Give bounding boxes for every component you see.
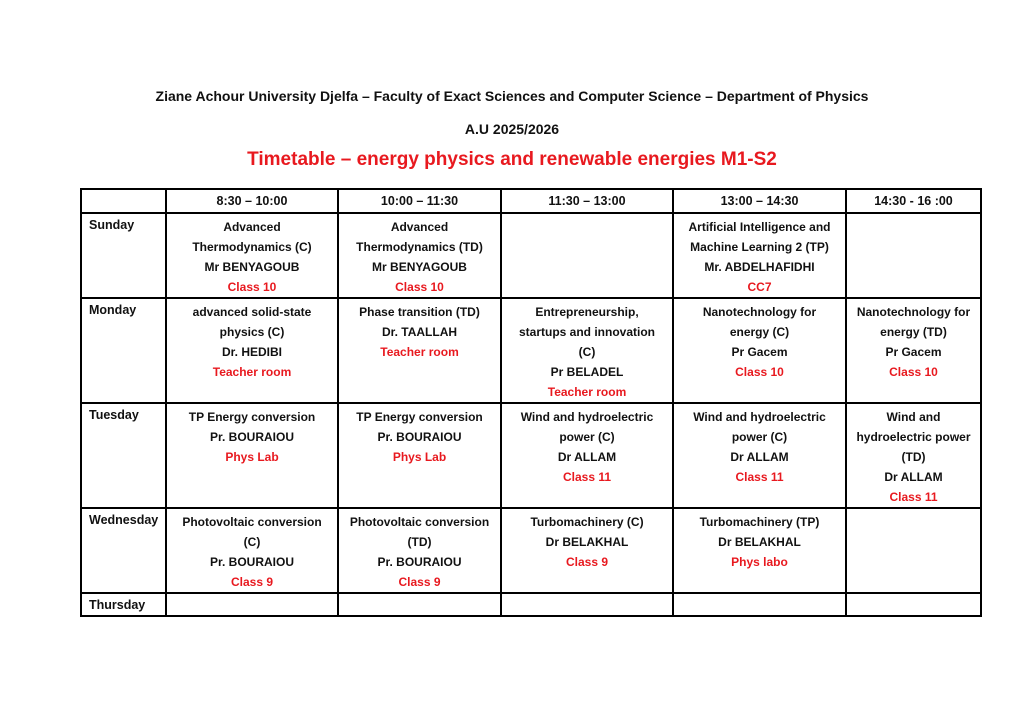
course-room-line: Class 11 (735, 470, 784, 484)
course-text-line: Phase transition (TD) (359, 305, 480, 319)
course-cell (166, 298, 338, 403)
institution-header: Ziane Achour University Djelfa – Faculty of Exact Sciences and Computer Science – Department of Physics (155, 88, 869, 104)
day-column-header (81, 189, 166, 213)
course-cell (501, 403, 673, 508)
course-cell (673, 593, 846, 616)
course-text-line: Thermodynamics (C) (192, 240, 312, 254)
course-text-line: (C) (578, 345, 596, 359)
course-text-line: (TD) (407, 535, 432, 549)
course-text-line: Dr. HEDIBI (221, 345, 282, 359)
timetable-body (81, 213, 981, 616)
course-text-line: Wind and hydroelectric (520, 410, 654, 424)
course-room-line: Phys Lab (225, 450, 279, 464)
course-text-line: Advanced (390, 220, 449, 234)
time-header-cell: 8:30 – 10:00 (166, 189, 338, 213)
course-text-line: Machine Learning 2 (TP) (690, 240, 829, 254)
academic-year: A.U 2025/2026 (464, 121, 560, 137)
course-cell (166, 213, 338, 298)
timetable-row (81, 213, 981, 298)
day-cell: Tuesday (81, 403, 166, 508)
course-cell (673, 508, 846, 593)
course-text-line: Pr. BOURAIOU (209, 430, 294, 444)
course-room-line: Class 9 (398, 575, 441, 589)
course-cell (166, 508, 338, 593)
course-text-line: energy (C) (729, 325, 790, 339)
course-cell (501, 298, 673, 403)
course-text-line: Pr Gacem (885, 345, 942, 359)
course-text-line: Dr BELAKHAL (718, 535, 801, 549)
course-text-line: Pr. BOURAIOU (377, 555, 462, 569)
course-cell (166, 403, 338, 508)
course-text-line: TP Energy conversion (356, 410, 483, 424)
course-text-line: Thermodynamics (TD) (356, 240, 483, 254)
course-text-line: Mr BENYAGOUB (372, 260, 467, 274)
course-text-line: Dr BELAKHAL (545, 535, 629, 549)
day-cell: Thursday (81, 593, 166, 616)
course-text-line: startups and innovation (518, 325, 655, 339)
course-text-line: Wind and hydroelectric (693, 410, 826, 424)
course-cell (846, 403, 981, 508)
timetable-row (81, 508, 981, 593)
day-cell: Wednesday (81, 508, 166, 593)
time-header-cell: 13:00 – 14:30 (673, 189, 846, 213)
course-cell (673, 298, 846, 403)
course-text-line: (C) (243, 535, 261, 549)
course-text-line: energy (TD) (880, 325, 947, 339)
course-text-line: Turbomachinery (C) (530, 515, 644, 529)
course-cell (338, 213, 501, 298)
timetable-row (81, 298, 981, 403)
course-text-line: power (C) (559, 430, 615, 444)
course-cell (673, 213, 846, 298)
course-room-line: Phys Lab (392, 450, 447, 464)
course-text-line: Pr Gacem (731, 345, 788, 359)
course-text-line: Wind and (886, 410, 941, 424)
course-cell (846, 508, 981, 593)
course-text-line: advanced solid-state (192, 305, 312, 319)
course-cell (846, 593, 981, 616)
course-text-line: Photovoltaic conversion (349, 515, 490, 529)
course-room-line: Teacher room (212, 365, 292, 379)
course-room-line: Teacher room (547, 385, 627, 399)
course-room-line: Class 11 (562, 470, 612, 484)
time-header-cell: 10:00 – 11:30 (338, 189, 501, 213)
timetable-table (80, 188, 982, 617)
course-room-line: CC7 (747, 280, 772, 294)
time-header-cell: 11:30 – 13:00 (501, 189, 673, 213)
course-text-line: Advanced (223, 220, 281, 234)
course-cell (846, 298, 981, 403)
course-text-line: hydroelectric power (856, 430, 971, 444)
course-cell (501, 213, 673, 298)
course-cell (166, 593, 338, 616)
page-title: Timetable – energy physics and renewable energies M1-S2 (247, 149, 777, 170)
course-text-line: Dr ALLAM (884, 470, 943, 484)
course-cell (338, 593, 501, 616)
course-room-line: Class 9 (230, 575, 274, 589)
day-cell: Sunday (81, 213, 166, 298)
time-header-cell: 14:30 - 16 :00 (846, 189, 981, 213)
course-text-line: Pr. BOURAIOU (209, 555, 294, 569)
course-cell (501, 508, 673, 593)
course-room-line: Class 11 (889, 490, 938, 504)
course-room-line: Class 10 (889, 365, 938, 379)
course-text-line: Dr. TAALLAH (381, 325, 458, 339)
course-text-line: Mr. ABDELHAFIDHI (704, 260, 815, 274)
course-room-line: Teacher room (380, 345, 459, 359)
time-header-row (81, 189, 981, 213)
course-text-line: Mr BENYAGOUB (204, 260, 300, 274)
course-text-line: Artificial Intelligence and (688, 220, 831, 234)
course-text-line: Pr. BOURAIOU (377, 430, 462, 444)
course-room-line: Class 10 (395, 280, 444, 294)
course-room-line: Class 9 (565, 555, 609, 569)
course-cell (338, 508, 501, 593)
course-cell (338, 298, 501, 403)
course-text-line: (TD) (901, 450, 926, 464)
timetable-row (81, 403, 981, 508)
course-text-line: Dr ALLAM (730, 450, 789, 464)
course-text-line: Nanotechnology for (856, 305, 971, 319)
course-text-line: Photovoltaic conversion (182, 515, 322, 529)
course-text-line: TP Energy conversion (188, 410, 316, 424)
day-cell: Monday (81, 298, 166, 403)
course-text-line: Pr BELADEL (550, 365, 624, 379)
course-cell (501, 593, 673, 616)
course-text-line: physics (C) (219, 325, 285, 339)
course-cell (673, 403, 846, 508)
course-room-line: Phys labo (731, 555, 788, 569)
course-room-line: Class 10 (227, 280, 277, 294)
course-text-line: Nanotechnology for (702, 305, 817, 319)
course-cell (338, 403, 501, 508)
course-text-line: Dr ALLAM (557, 450, 617, 464)
course-text-line: power (C) (731, 430, 788, 444)
course-room-line: Class 10 (735, 365, 784, 379)
course-cell (846, 213, 981, 298)
course-text-line: Entrepreneurship, (535, 305, 639, 319)
timetable-row (81, 593, 981, 616)
course-text-line: Turbomachinery (TP) (699, 515, 820, 529)
